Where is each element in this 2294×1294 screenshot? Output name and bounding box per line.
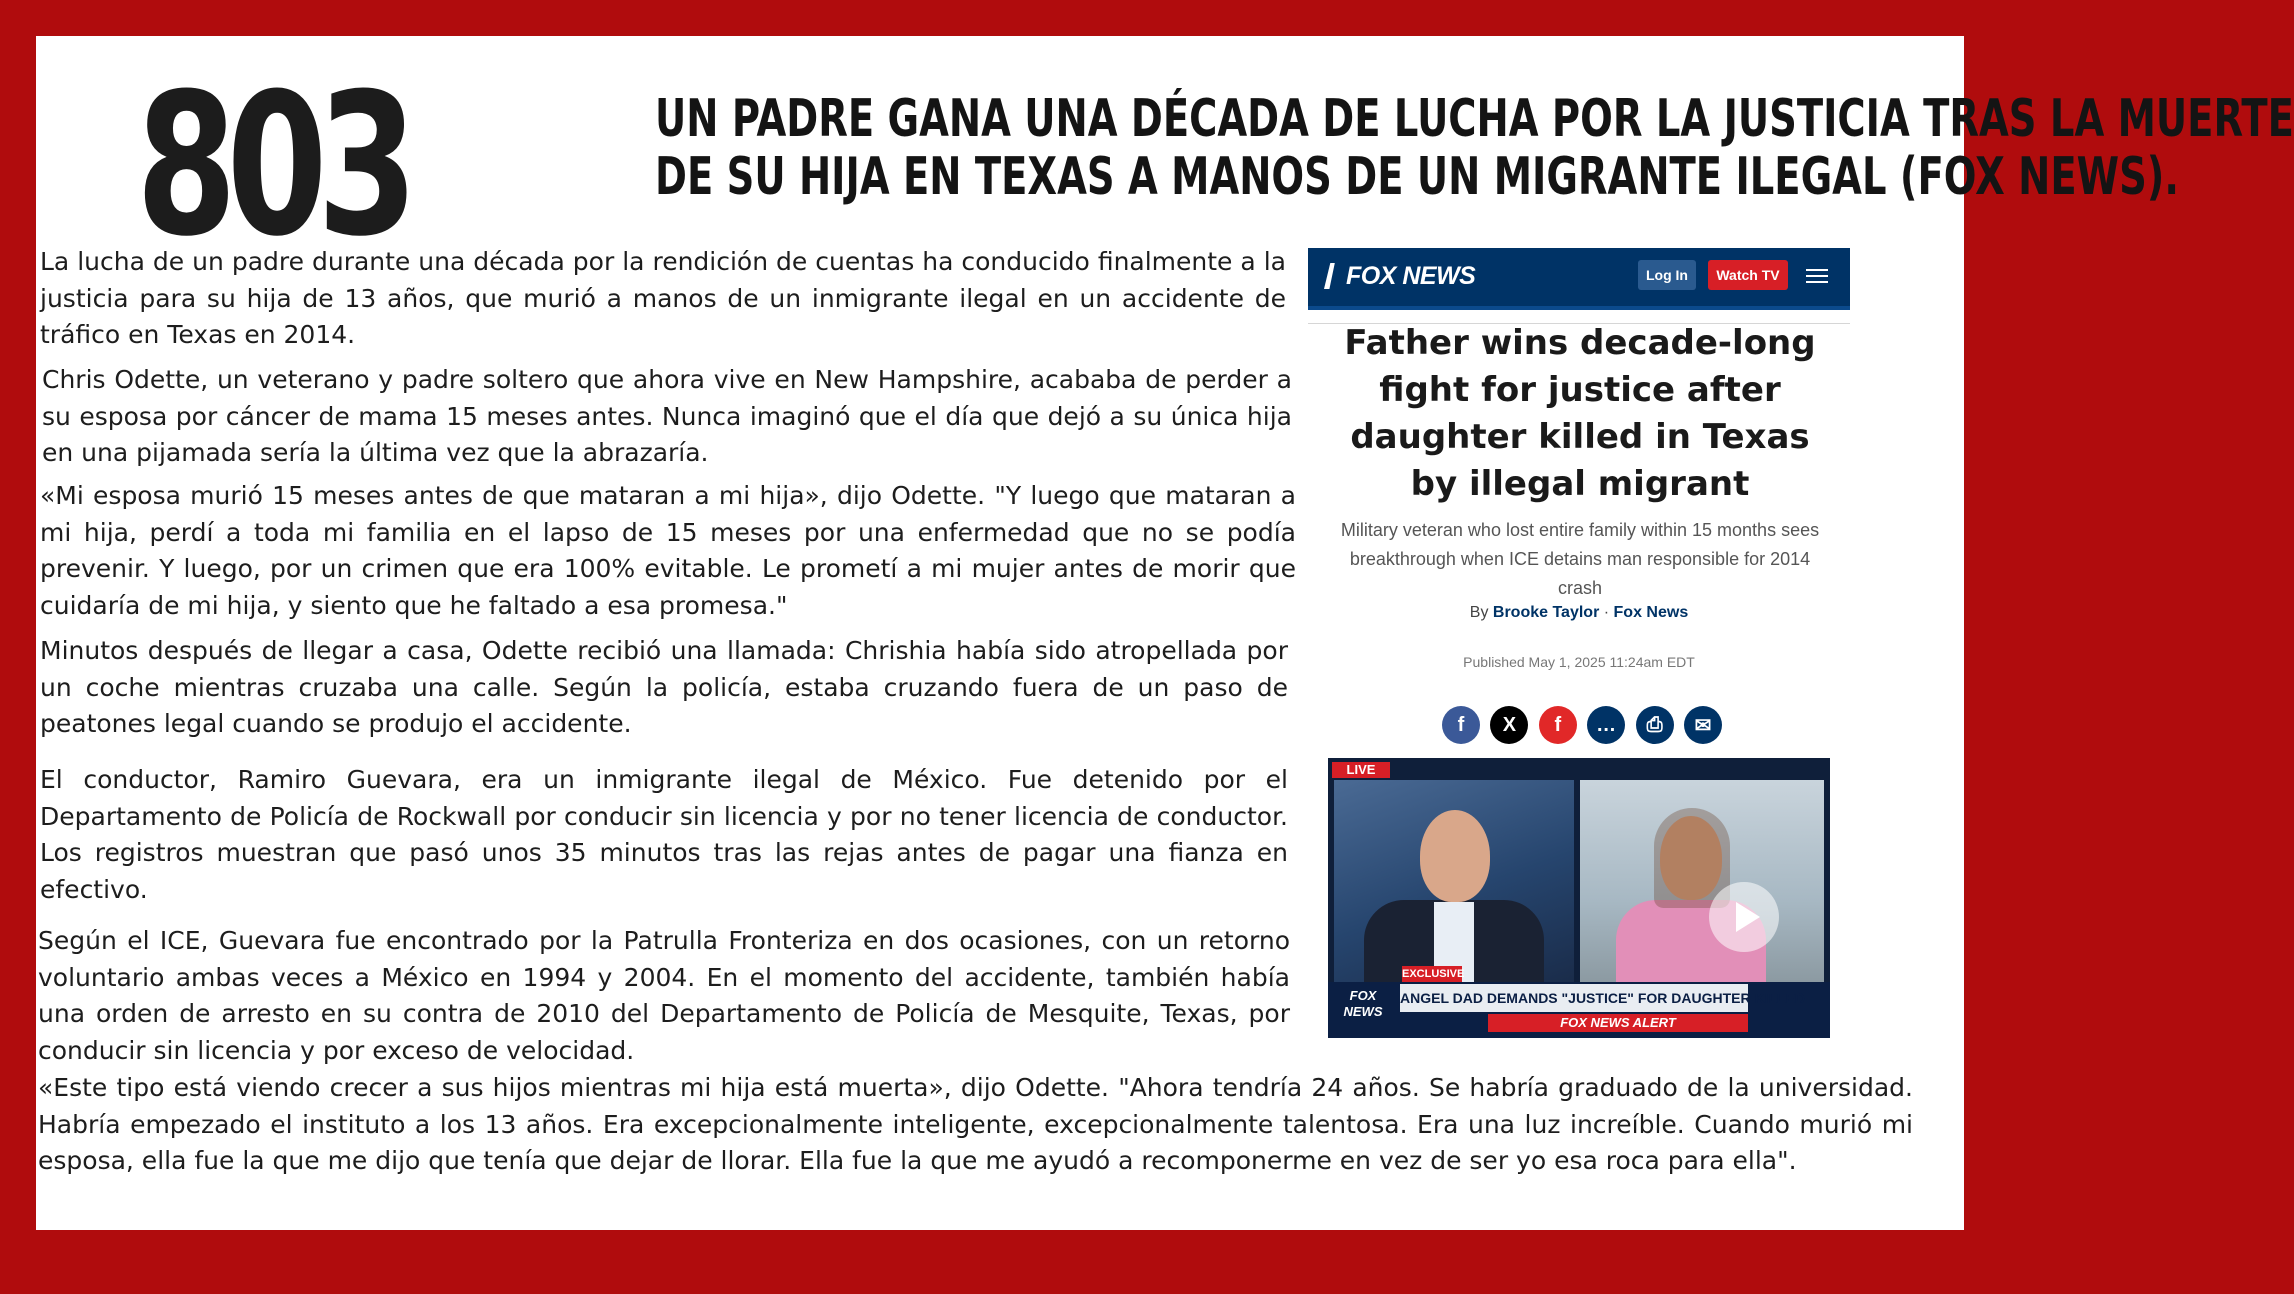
exclusive-badge: EXCLUSIVE	[1402, 968, 1465, 980]
video-player[interactable]	[1328, 758, 1830, 1038]
email-icon[interactable]: ✉	[1684, 706, 1722, 744]
headline-line-2: DE SU HIJA EN TEXAS A MANOS DE UN MIGRANTE ILEGAL (FOX NEWS).	[655, 147, 2180, 207]
byline	[1308, 604, 1850, 622]
hamburger-menu-icon[interactable]	[1806, 269, 1828, 283]
print-icon[interactable]: ⎙	[1636, 706, 1674, 744]
paragraph-7: «Este tipo está viendo crecer a sus hijos mientras mi hija está muerta», dijo Odette. "Ahora tendría 24 años. Se habría graduado de la universidad. Habría empezado el instituto a los 13 años. Era excepcionalmente inteligente, excepcionalmente talentosa. Era una luz increíble. Cuando murió mi esposa, ella fue la que me dijo que tenía que dejar de llorar. Ella fue la que me ayudó a recomponerme en vez de ser yo esa roca para ella".	[38, 1073, 1913, 1175]
news-ticker	[1328, 982, 1830, 1038]
live-badge: LIVE	[1332, 762, 1390, 778]
fox-news-mini-logo: FOX NEWS	[1332, 984, 1394, 1034]
story-number: 803	[136, 52, 408, 280]
x-icon[interactable]: X	[1490, 706, 1528, 744]
video-anchor-panel	[1334, 780, 1574, 982]
paragraph-3: «Mi esposa murió 15 meses antes de que mataran a mi hija», dijo Odette. "Y luego que mataran a mi hija, perdí a toda mi familia en el lapso de 15 meses por una enfermedad que no se podía prevenir. Y luego, por un crimen que era 100% evitable. Le prometí a mi mujer antes de morir que cuidaría de mi hija, y siento que he faltado a esa promesa."	[40, 481, 1296, 620]
byline-separator: ·	[1603, 604, 1610, 621]
published-date: Published May 1, 2025 11:24am EDT	[1463, 654, 1695, 670]
headline	[460, 89, 2294, 240]
video-reporter-panel	[1580, 780, 1824, 982]
facebook-icon[interactable]: f	[1442, 706, 1480, 744]
share-buttons	[1442, 706, 1722, 746]
fox-logo-mark-icon	[1324, 263, 1342, 289]
fox-news-logo[interactable]	[1324, 258, 1475, 294]
flipboard-icon[interactable]: f	[1539, 706, 1577, 744]
author-link[interactable]: Brooke Taylor	[1492, 604, 1600, 621]
watch-tv-button[interactable]: Watch TV	[1708, 260, 1788, 290]
byline-by: By	[1469, 604, 1489, 621]
outlet-link[interactable]: Fox News	[1613, 604, 1689, 621]
paragraph-4: Minutos después de llegar a casa, Odette recibió una llamada: Chrishia había sido atropellada por un coche mientras cruzaba una calle. Según la policía, estaba cruzando fuera de un paso de peatones legal cuando se produjo el accidente.	[40, 636, 1288, 738]
paragraph-2: Chris Odette, un veterano y padre soltero que ahora vive en New Hampshire, acababa de perder a su esposa por cáncer de mama 15 meses antes. Nunca imaginó que el día que dejó a su única hija en una pijamada sería la última vez que la abrazaría.	[42, 365, 1292, 467]
paragraph-5: El conductor, Ramiro Guevara, era un inmigrante ilegal de México. Fue detenido por el Departamento de Policía de Rockwall por conducir sin licencia y por no tener licencia de conductor. Los registros muestran que pasó unos 35 minutos tras las rejas antes de pagar una fianza en efectivo.	[40, 765, 1288, 904]
fox-article-title: Father wins decade-long fight for justice after daughter killed in Texas by illegal migrant	[1344, 323, 1816, 504]
paragraph-1: La lucha de un padre durante una década por la rendición de cuentas ha conducido finalmente a la justicia para su hija de 13 años, que murió a manos de un inmigrante ilegal en un accidente de tráfico en Texas en 2014.	[40, 247, 1286, 349]
paragraph-6: Según el ICE, Guevara fue encontrado por la Patrulla Fronteriza en dos ocasiones, con un retorno voluntario ambas veces a México en 1994 y 2004. En el momento del accidente, también había una orden de arresto en su contra de 2010 del Departamento de Policía de Mesquite, Texas, por conducir sin licencia y por exceso de velocidad.	[38, 926, 1290, 1065]
login-button[interactable]: Log In	[1638, 260, 1696, 290]
comment-icon[interactable]: …	[1587, 706, 1625, 744]
fox-news-header	[1308, 248, 1850, 310]
fox-logo-text: FOX NEWS	[1346, 261, 1476, 290]
fox-article-subtitle: Military veteran who lost entire family within 15 months sees breakthrough when ICE detains man responsible for 2014 crash	[1340, 520, 1820, 598]
ticker-headline: ANGEL DAD DEMANDS "JUSTICE" FOR DAUGHTER KILLED	[1400, 984, 1748, 1012]
headline-line-1: UN PADRE GANA UNA DÉCADA DE LUCHA POR LA JUSTICIA TRAS LA MUERTE	[655, 89, 2294, 149]
fox-news-alert: FOX NEWS ALERT	[1488, 1014, 1748, 1032]
play-icon[interactable]	[1709, 882, 1779, 952]
